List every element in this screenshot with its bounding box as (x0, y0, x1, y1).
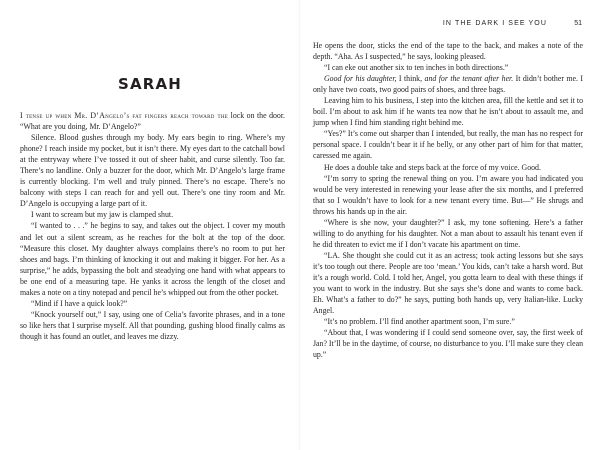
paragraph: “It’s no problem. I’ll find another apartment soon, I’m sure.” (324, 317, 515, 327)
paragraph (313, 73, 583, 95)
paragraph: “Where is she now, your daughter?” I ask, my tone softening. Here’s a father willing to do anything for his daughter. Not a man about to assault his tenant even if he did threaten to evict me if I don’t vacate his apartment on time. (313, 217, 583, 249)
page-number: 51 (574, 20, 582, 27)
paragraph: “Mind if I have a quick look?” (31, 298, 128, 308)
italic-thought: Good for his daughter, (324, 74, 397, 84)
italic-thought: and for the tenant after her. (424, 74, 514, 84)
opening-paragraph (20, 110, 285, 132)
paragraph: “Knock yourself out,” I say, using one of Celia’s favorite phrases, and in a tone so like hers that I surprise myself. All that pounding, gushing blood finally calms as though it has found an outlet, and leaves me dizzy. (20, 309, 285, 341)
opening-smallcaps: I tense up when Mr. D’Angelo’s fat fingers reach toward the (20, 111, 229, 120)
paragraph: “Yes?” It’s come out sharper than I intended, but really, the man has no respect for personal space. I couldn’t bear it if he belly, or any other part of him for that matter, caressed me again. (313, 129, 583, 161)
paragraph: “I’m sorry to spring the renewal thing on you. I’m aware you had indicated you would be very interested in renewing your lease after the six months, and I preferred that so I wouldn’t have to look for a new tenant every time. But—” He shrugs and throws his hands up in the air. (313, 173, 583, 216)
right-page (300, 0, 600, 450)
paragraph-text: I think, (396, 74, 425, 84)
paragraph: He does a double take and steps back at the force of my voice. Good. (324, 162, 541, 172)
chapter-title: SARAH (117, 75, 183, 93)
paragraph: “About that, I was wondering if I could send someone over, say, the first week of Jan? It’ll be in the daytime, of course, no disturbance to you. I’ll make sure they clean up.” (313, 328, 583, 360)
paragraph: He opens the door, sticks the end of the tape to the back, and makes a note of the depth. “Aha. As I suspected,” he says, looking pleased. (313, 41, 583, 62)
opening-rest: lock on the door. “What are you doing, Mr. D’Angelo?” (20, 111, 285, 132)
paragraph: “I can eke out another six to ten inches in both directions.” (324, 63, 509, 73)
paragraph: “I wanted to . . .” he begins to say, and takes out the object. I cover my mouth and let out a silent scream, as he reaches for the bolt at the top of the door. “Measure this closet. My daughter always complains there’s no room to put her shoes and bags. I’m thinking of knocking it out and making it bigger. For her. As a surprise,” he adds, bypassing the bolt and steadying one hand with what appears to be one end of a measuring tape. He yanks it across the length of the closet and makes a note on a tiny notepad and pencil he’s whipped out from the other pocket. (20, 221, 285, 297)
running-head: IN THE DARK I SEE YOU (442, 20, 547, 27)
paragraph-text: It didn’t bother me. I only have two coats, two good pairs of shoes, and three bags. (313, 74, 583, 95)
paragraph: I want to scream but my jaw is clamped shut. (31, 210, 174, 220)
right-page-text (313, 40, 583, 360)
paragraph: Leaving him to his business, I step into the kitchen area, fill the kettle and set it to boil. I’m about to ask him if he wants tea now that he isn’t about to assault me, and jump when I find him standing right behind me. (313, 96, 583, 128)
left-page-text (20, 110, 285, 342)
paragraph: “LA. She thought she could cut it as an actress; took acting lessons but she says it’s too tough out there. People are too ‘mean.’ You kids, can’t take a harsh word. But it’s a rough world. Cold. I told her, Angel, you gotta learn to deal with these things if you want to work in the industry. But she says she’s done and wants to come back. Eh. What’s a father to do?” he says, putting both hands up, very Italian-like. Lucky Angel. (313, 250, 583, 316)
paragraph: Silence. Blood gushes through my body. My ears begin to ring. Where’s my phone? I reach inside my pocket, but it isn’t there. My eyes dart to the catchall bowl at the entryway where I’ve tossed it out of sheer habit, and curse silently. Too far. There’s no landline. Only a buzzer for the door, which Mr. D’Angelo’s large frame is currently blocking. I’m well and truly pinned. There’s no escape. There’s no balcony with steps I can reach for and yell out. There’s one tiny room and Mr. D’Angelo is occupying a large part of it. (20, 133, 285, 209)
